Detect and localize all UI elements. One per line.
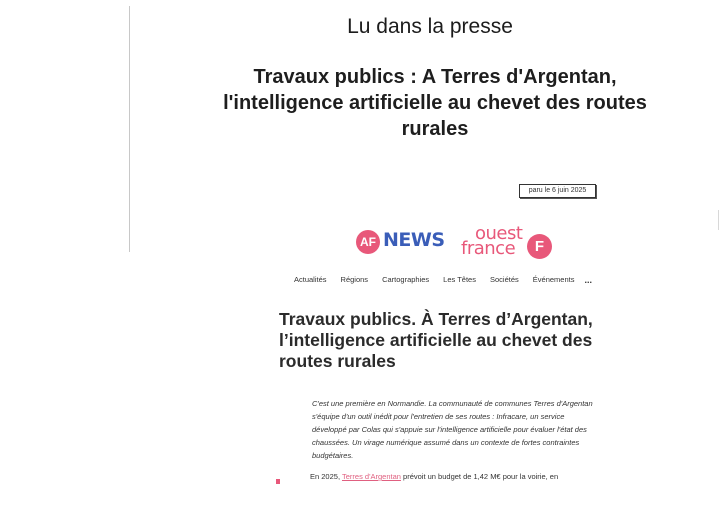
of-line-1: ouest [475, 223, 523, 244]
of-line-2: france [461, 238, 516, 259]
body-prefix: En 2025, [310, 472, 342, 481]
ouest-france-logo-icon: F [527, 234, 552, 259]
nav-item-regions[interactable]: Régions [340, 275, 369, 284]
press-title: Travaux publics : A Terres d'Argentan, l'intelligence artificielle au chevet des routes rurales [223, 66, 647, 140]
terres-argentan-link[interactable]: Terres d'Argentan [341, 472, 401, 481]
ouest-france-logo-text [461, 223, 523, 259]
nav-item-societes[interactable]: Sociétés [489, 275, 519, 284]
nav-more-icon[interactable]: ... [584, 275, 592, 285]
article-lead: C'est une première en Normandie. La communauté de communes Terres d'Argentan s'équipe d'un outil inédit pour l'entretien de ses routes : Infracare, un service développé par Colas qui s'appuie sur l'intelligence artificielle pour évaluer l'état des chaussées. Un virage numérique assumé dans un contexte de fortes contraintes budgétaires. [312, 399, 593, 460]
nav-item-cartographies[interactable]: Cartographies [382, 275, 430, 284]
scan-margin-line [129, 6, 130, 252]
article-title: Travaux publics. À Terres d’Argentan, l’intelligence artificielle au chevet des routes rurales [279, 309, 593, 371]
nav-item-actualites[interactable]: Actualités [294, 275, 327, 284]
af-news-logo [356, 227, 446, 257]
site-nav [294, 275, 592, 285]
ouest-france-logo [461, 223, 561, 262]
af-logo-text: NEWS [383, 229, 445, 251]
page-heading: Lu dans la presse [347, 15, 513, 38]
nav-item-les-tetes[interactable]: Les Têtes [443, 275, 476, 284]
body-suffix: prévoit un budget de 1,42 M€ pour la voirie, en [400, 472, 559, 481]
scan-edge-mark [718, 210, 719, 230]
article-body [310, 471, 600, 483]
date-stamp: paru le 6 juin 2025 [519, 184, 596, 198]
section-marker [276, 479, 280, 484]
nav-item-evenements[interactable]: Événements [532, 275, 575, 284]
af-logo-icon: AF [356, 230, 380, 254]
